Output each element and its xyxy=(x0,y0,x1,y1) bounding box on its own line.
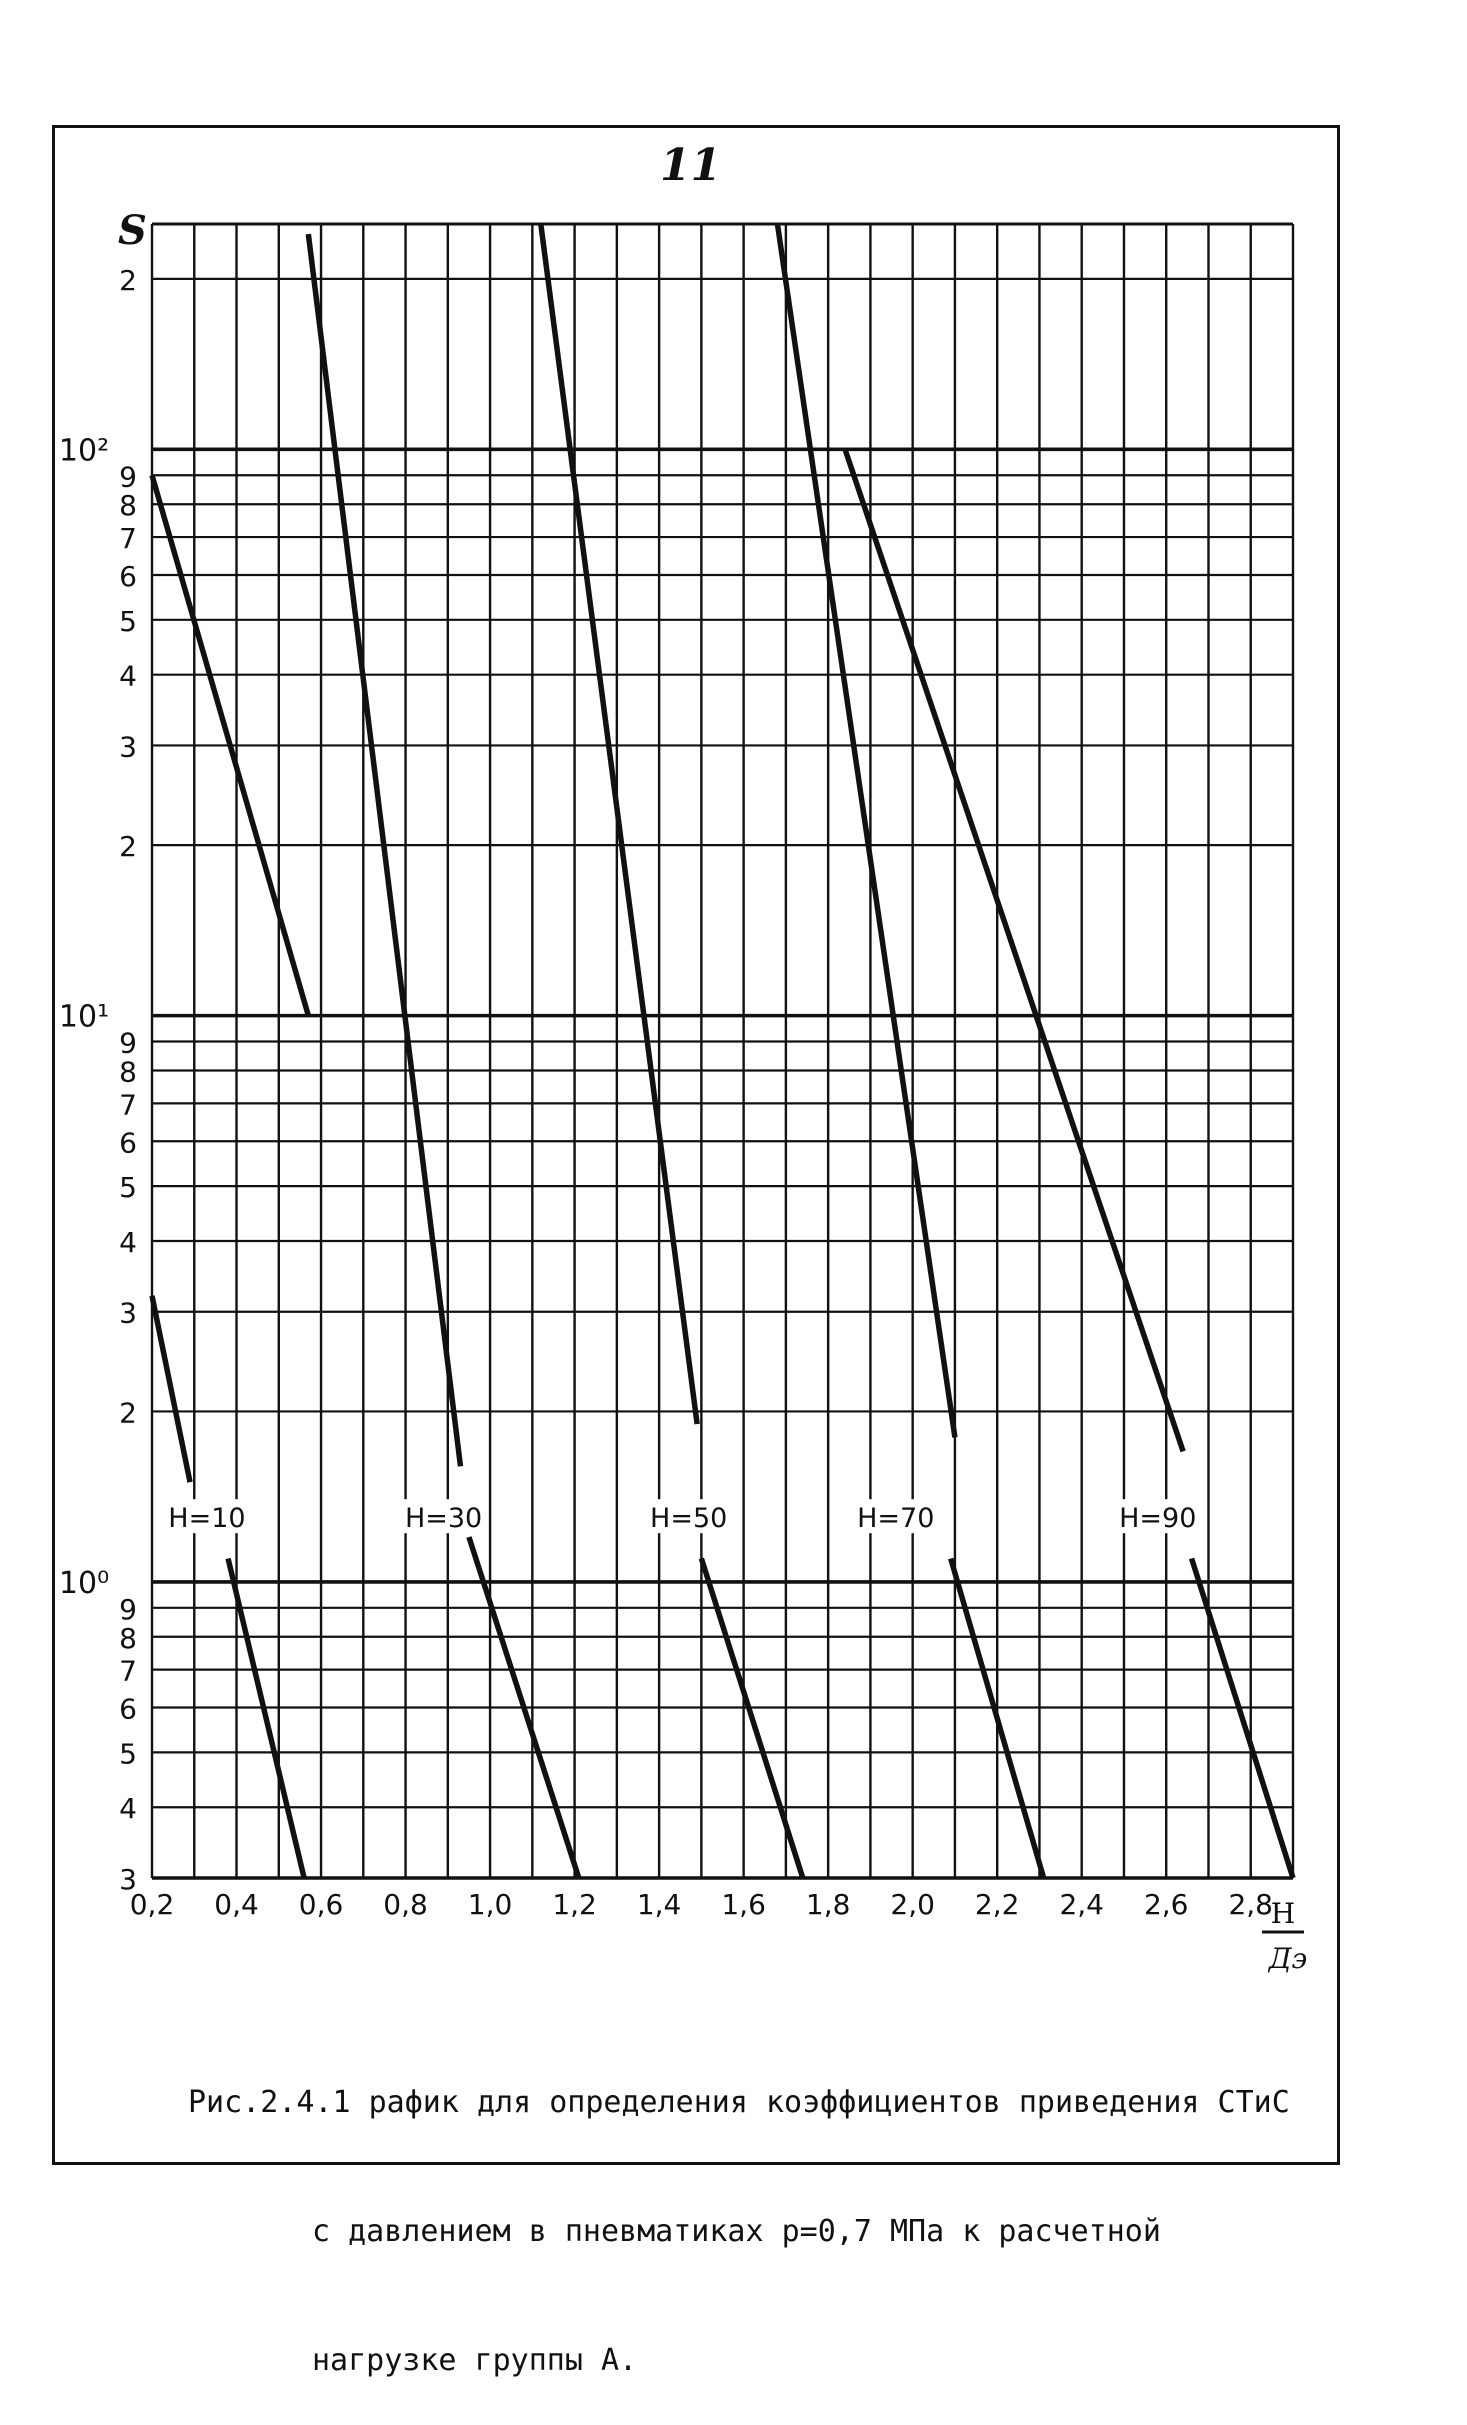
y-tick-label: 7 xyxy=(119,1654,137,1688)
caption-line-1: Рис.2.4.1 рафик для определения коэффициентов приведения СТиС xyxy=(188,2085,1290,2120)
x-tick-label: 1,8 xyxy=(805,1888,851,1921)
axis-labels xyxy=(118,207,1307,1975)
y-tick-label: 6 xyxy=(119,1692,137,1726)
y-tick-label: 7 xyxy=(119,522,137,556)
figure-caption xyxy=(188,1995,1308,2425)
y-tick-label: 9 xyxy=(119,460,137,494)
caption-line-2: с давлением в пневматиках р=0,7 МПа к расчетной xyxy=(312,2214,1161,2249)
x-tick-label: 0,6 xyxy=(298,1888,344,1921)
y-tick-label: 5 xyxy=(119,604,137,638)
y-tick-label: 8 xyxy=(119,489,137,523)
x-tick-label: 0,4 xyxy=(214,1888,259,1921)
y-tick-label: 4 xyxy=(119,1225,137,1259)
y-tick-label: 8 xyxy=(119,1621,137,1655)
curve-label: H=50 xyxy=(650,1503,728,1535)
y-tick-label: 8 xyxy=(119,1055,137,1089)
x-tick-label: 2,0 xyxy=(890,1888,935,1921)
x-tick-label: 0,2 xyxy=(129,1888,175,1921)
y-tick-label: 10¹ xyxy=(58,999,110,1035)
y-tick-label: 10² xyxy=(58,433,110,469)
curve-h50 xyxy=(701,1558,802,1878)
x-tick-label: 2,4 xyxy=(1059,1888,1104,1921)
y-tick-label: 2 xyxy=(119,263,137,297)
y-tick-label: 9 xyxy=(119,1592,137,1626)
x-tick-label: 2,6 xyxy=(1143,1888,1189,1921)
page-number: 11 xyxy=(660,140,722,191)
curve-h10 xyxy=(228,1558,304,1878)
x-tick-label: 2,8 xyxy=(1228,1888,1274,1921)
curve-h70 xyxy=(777,224,954,1437)
curve-label: H=90 xyxy=(1119,1503,1197,1535)
x-tick-label: 1,4 xyxy=(636,1888,682,1921)
curve-h50 xyxy=(541,224,697,1424)
y-tick-label: 6 xyxy=(119,559,137,593)
curve-label: H=30 xyxy=(404,1503,483,1535)
y-tick-label: 3 xyxy=(119,730,137,764)
y-tick-label: 4 xyxy=(119,659,137,693)
curve-h30 xyxy=(308,234,460,1466)
y-tick-label: 5 xyxy=(119,1171,137,1205)
y-tick-label: 6 xyxy=(119,1126,137,1160)
curve-h10 xyxy=(152,1296,190,1482)
x-tick-label: 2,2 xyxy=(974,1888,1020,1921)
x-tick-label: 1,2 xyxy=(552,1888,597,1921)
y-tick-label: 4 xyxy=(119,1792,137,1826)
x-tick-label: 1,0 xyxy=(467,1888,513,1921)
x-tick-label: 0,8 xyxy=(383,1888,428,1921)
caption-line-3: нагрузке группы А. xyxy=(312,2343,638,2378)
y-tick-label: 3 xyxy=(119,1863,137,1896)
curve-h90 xyxy=(1192,1558,1293,1878)
x-tick-label: 1,6 xyxy=(721,1888,766,1921)
y-tick-label: 7 xyxy=(119,1088,137,1122)
annotations xyxy=(163,1499,1202,1534)
y-tick-label: 2 xyxy=(119,1396,137,1430)
curve-label: H=10 xyxy=(168,1503,246,1535)
y-tick-label: 2 xyxy=(119,830,137,864)
y-tick-label: 5 xyxy=(119,1737,137,1771)
y-axis-label: S xyxy=(118,207,147,254)
curve-h90 xyxy=(845,449,1183,1451)
tick-labels xyxy=(59,264,1273,1921)
y-tick-label: 10⁰ xyxy=(58,1565,110,1601)
y-tick-label: 3 xyxy=(119,1296,137,1330)
curve-label: H=70 xyxy=(857,1503,935,1535)
x-axis-label-denominator: Дэ xyxy=(1268,1942,1308,1975)
y-tick-label: 9 xyxy=(119,1026,137,1060)
x-axis-label-numerator: H xyxy=(1270,1897,1296,1930)
curves xyxy=(152,224,1293,1878)
